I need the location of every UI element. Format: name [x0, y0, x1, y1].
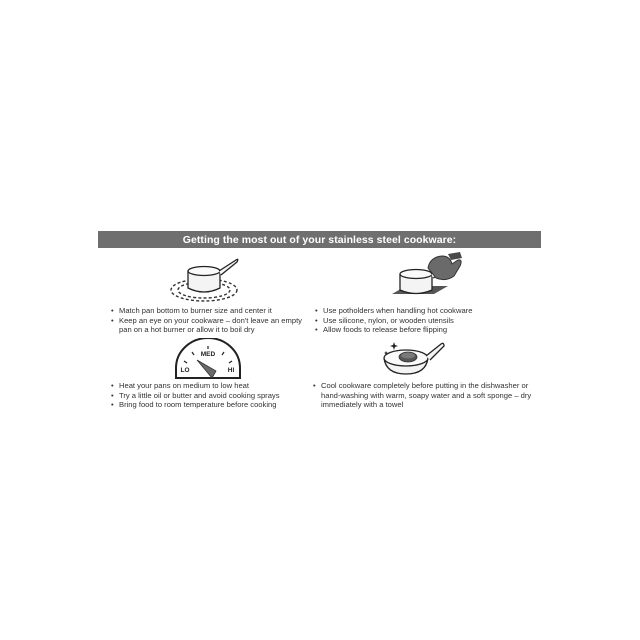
list-item: • Heat your pans on medium to low heat: [110, 381, 310, 391]
gauge-label-low: LO: [180, 367, 190, 374]
list-item: • Cool cookware completely before putting in the dishwasher or hand-washing with warm, soapy water and a soft sponge – dry immediately with a towel: [312, 381, 538, 410]
list-item: • Bring food to room temperature before cooking: [110, 400, 310, 410]
gauge-label-medium: MED: [200, 351, 216, 358]
list-item: • Match pan bottom to burner size and center it: [110, 306, 310, 316]
tips-list-handling: [314, 306, 514, 335]
tips-list-heat: [110, 381, 310, 410]
list-item: • Allow foods to release before flipping: [314, 325, 514, 335]
list-item: • Use silicone, nylon, or wooden utensils: [314, 316, 514, 326]
list-item: • Try a little oil or butter and avoid cooking sprays: [110, 391, 310, 401]
section-banner: [98, 231, 541, 248]
heat-gauge-icon: [172, 338, 244, 382]
tips-list-burner: [110, 306, 310, 335]
saucepan-on-burner-icon: [168, 254, 248, 304]
gauge-label-high: HI: [227, 367, 235, 374]
saucepan-with-oven-mitt-icon: [388, 250, 468, 302]
tips-list-cleaning: [312, 381, 538, 410]
list-item: • Use potholders when handling hot cookware: [314, 306, 514, 316]
frying-pan-with-sponge-icon: [378, 336, 448, 380]
banner-title: Getting the most out of your stainless steel cookware:: [182, 233, 457, 246]
list-item: • Keep an eye on your cookware – don't leave an empty pan on a hot burner or allow it to boil dry: [110, 316, 310, 335]
